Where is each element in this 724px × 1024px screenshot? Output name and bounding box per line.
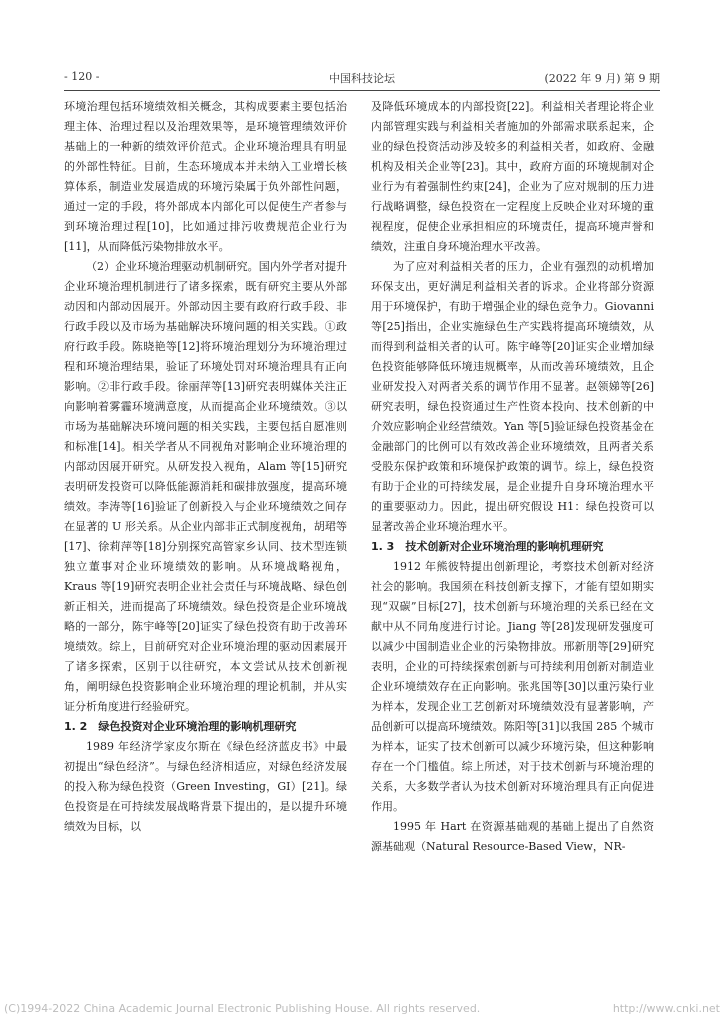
right-column	[371, 97, 654, 857]
page-number: - 120 -	[64, 70, 100, 83]
section-heading: 1. 3 技术创新对企业环境治理的影响机理研究	[371, 540, 604, 553]
left-column	[64, 97, 347, 837]
paragraph: （2）企业环境治理驱动机制研究。国内外学者对提升企业环境治理机制进行了诸多探索，既有研究主要从外部动因和内部动因展开。外部动因主要有政府行政手段、非行政手段以及市场为基础解决环境问题的相关实践。①政府行政手段。陈晓艳等[12]将环境治理划分为环境治理过程和环境治理结果，验证了环境处罚对环境治理具有正向影响。②非行政手段。徐丽萍等[13]研究表明媒体关注正向影响着雾霾环境满意度，从而提高企业环境绩效。③以市场为基础解决环境问题的相关实践，主要包括自愿准则和标准[14]。相关学者从不同视角对影响企业环境治理的内部动因展开研究。从研发投入视角，Alam 等[15]研究表明研发投资可以降低能源消耗和碳排放强度，提高环境绩效。李涛等[16]验证了创新投入与企业环境绩效之间存在显著的 U 形关系。从企业内部非正式制度视角，胡珺等[17]、徐莉萍等[18]分别探究高管家乡认同、技术型连锁独立董事对企业环境绩效的影响。从环境战略视角，Kraus 等[19]研究表明企业社会责任与环境战略、绿色创新正相关，进而提高了环境绩效。绿色投资是企业环境战略的一部分，陈宇峰等[20]证实了绿色投资有助于改善环境绩效。综上，目前研究对企业环境治理的驱动因素展开了诸多探索，区别于以往研究，本文尝试从技术创新视角，阐明绿色投资影响企业环境治理的理论机制，并从实证分析角度进行经验研究。	[64, 260, 347, 713]
paragraph: 为了应对利益相关者的压力，企业有强烈的动机增加环保支出，更好满足利益相关者的诉求。企业将部分资源用于环境保护，有助于增强企业的绿色竞争力。Giovanni 等[25]指出，企业实施绿色生产实践将提高环境绩效，从而得到利益相关者的认可。陈宇峰等[20]证实企业增加绿色投资能够降低环境违规概率，从而改善环境绩效，且企业研发投入对两者关系的调节作用不显著。赵领娣等[26]研究表明，绿色投资通过生产性资本投向、技术创新的中介效应影响企业经营绩效。Yan 等[5]验证绿色投资基金在金融部门的比例可以有效改善企业环境绩效，且两者关系受股东保护政策和环境保护政策的调节。综上，绿色投资有助于企业的可持续发展，是企业提升自身环境治理水平的重要驱动力。因此，提出研究假设 H1：绿色投资可以显著改善企业环境治理水平。	[371, 260, 654, 533]
paragraph: 1912 年熊彼特提出创新理论，考察技术创新对经济社会的影响。我国须在科技创新支撑下，才能有望如期实现“双碳”目标[27]，技术创新与环境治理的关系已经在文献中从不同角度进行讨论。Jiang 等[28]发现研发强度可以减少中国制造业企业的污染物排放。邢新朋等[29]研究表明，企业的可持续探索创新与可持续利用创新对制造业企业环境绩效存在正向影响。张兆国等[30]以重污染行业为样本，发现企业工艺创新对环境绩效没有显著影响，产品创新可以提高环境绩效。陈阳等[31]以我国 285 个城市为样本，证实了技术创新可以减少环境污染，但这种影响存在一个门槛值。综上所述，对于技术创新与环境治理的关系，大多数学者认为技术创新对环境治理具有正向促进作用。	[371, 560, 654, 813]
copyright-notice: (C)1994-2022 China Academic Journal Electronic Publishing House. All rights reserved.	[4, 1002, 481, 1015]
paragraph: 及降低环境成本的内部投资[22]。利益相关者理论将企业内部管理实践与利益相关者施加的外部需求联系起来，企业的绿色投资活动涉及较多的利益相关者，如政府、金融机构及相关企业等[23]。其中，政府方面的环境规制对企业行为有着强制性约束[24]，企业为了应对规制的压力进行战略调整，绿色投资在一定程度上反映企业对环境的重视程度，促使企业承担相应的环境责任，提高环境声誉和绩效，注重自身环境治理水平改善。	[371, 100, 654, 253]
paragraph: 环境治理包括环境绩效相关概念，其构成要素主要包括治理主体、治理过程以及治理效果等，是环境管理绩效评价基础上的一种新的绩效评价范式。企业环境治理具有明显的外部性特征。目前，生态环境成本并未纳入工业增长核算体系，制造业发展造成的环境污染属于负外部性问题，通过一定的手段，将外部成本内部化可以促使生产者参与到环境治理过程[10]，比如通过排污收费规范企业行为[11]，从而降低污染物排放水平。	[64, 100, 347, 253]
journal-title: 中国科技论坛	[329, 72, 395, 85]
section-heading: 1. 2 绿色投资对企业环境治理的影响机理研究	[64, 720, 297, 733]
header-rule	[64, 90, 660, 91]
footer-url: http://www.cnki.net	[612, 1002, 720, 1015]
paragraph: 1989 年经济学家皮尔斯在《绿色经济蓝皮书》中最初提出“绿色经济”。与绿色经济相适应，对绿色经济发展的投入称为绿色投资（Green Investing，GI）[21]。绿色投资是在可持续发展战略背景下提出的，是以提升环境绩效为目标，以	[64, 740, 347, 833]
paragraph: 1995 年 Hart 在资源基础观的基础上提出了自然资源基础观（Natural Resource-Based View，NR-	[371, 820, 654, 853]
issue-info: (2022 年 9 月) 第 9 期	[544, 72, 660, 85]
running-header	[64, 70, 660, 88]
